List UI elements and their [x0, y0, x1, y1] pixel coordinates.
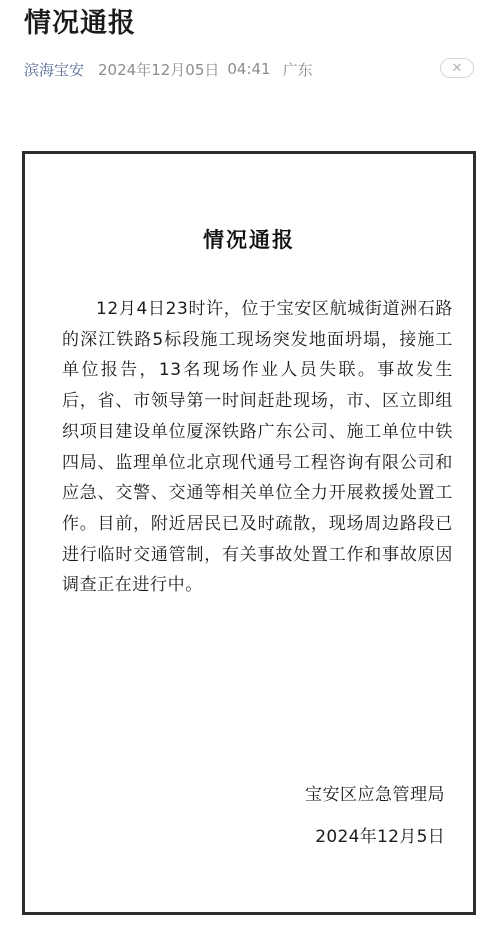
close-icon[interactable]: ✕	[440, 58, 474, 78]
notice-signature	[305, 784, 445, 848]
publish-date: 2024年12月05日	[98, 60, 220, 79]
publish-time: 04:41	[227, 60, 271, 78]
notice-issuer: 宝安区应急管理局	[305, 785, 445, 805]
article-meta	[24, 56, 476, 82]
notice-heading: 情况通报	[203, 228, 295, 252]
notice-image	[22, 151, 476, 915]
notice-body: 12月4日23时许，位于宝安区航城街道洲石路的深江铁路5标段施工现场突发地面坍塌，接施工单位报告，13名现场作业人员失联。事故发生后，省、市领导第一时间赶赴现场，市、区立即组织项目建设单位厦深铁路广东公司、施工单位中铁四局、监理单位北京现代通号工程咨询有限公司和应急、交警、交通等相关单位全力开展救援处置工作。目前，附近居民已及时疏散，现场周边路段已进行临时交通管制，有关事故处置工作和事故原因调查正在进行中。	[62, 299, 453, 596]
publish-location: 广东	[282, 60, 313, 79]
account-name-link[interactable]: 滨海宝安	[24, 60, 85, 79]
notice-date: 2024年12月5日	[315, 827, 445, 847]
page-title: 情况通报	[24, 8, 136, 39]
